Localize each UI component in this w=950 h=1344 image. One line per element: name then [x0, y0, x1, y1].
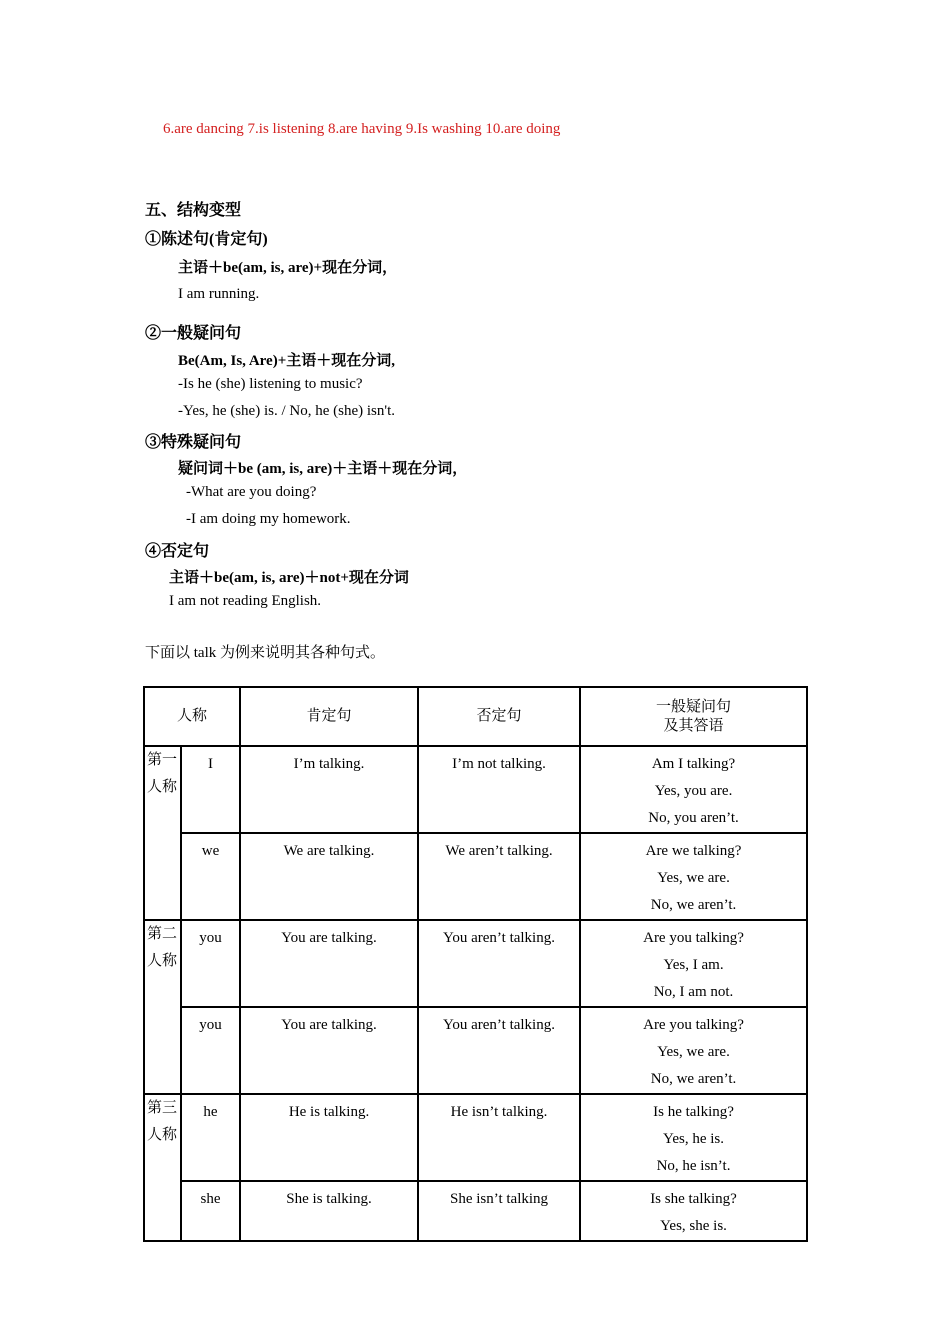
structure-formula-negative: 主语＋be(am, is, are)＋not+现在分词 [169, 570, 409, 586]
group-label-line: 第三 [147, 1100, 178, 1116]
question-cell [581, 747, 806, 834]
table-row [145, 1095, 806, 1182]
header-affirmative: 肯定句 [241, 688, 419, 747]
header-negative: 否定句 [419, 688, 581, 747]
pronoun-cell: he [182, 1095, 241, 1182]
group-label-line: 人称 [147, 779, 178, 795]
group-label-line: 第一 [147, 752, 178, 768]
table-row [145, 921, 806, 1008]
affirmative-cell: You are talking. [241, 1008, 419, 1095]
pronoun-cell: you [182, 921, 241, 1008]
answer-no: No, we aren’t. [650, 1071, 737, 1087]
table-intro: 下面以 talk 为例来说明其各种句式。 [145, 645, 385, 661]
negative-cell: I’m not talking. [419, 747, 581, 834]
structure-example: I am not reading English. [169, 593, 322, 609]
structure-example: -What are you doing? [186, 484, 317, 500]
affirmative-cell: She is talking. [241, 1182, 419, 1240]
header-question-line1: 一般疑问句 [656, 698, 732, 715]
table-header-row [145, 688, 806, 747]
table-row [145, 1008, 806, 1095]
answer-yes: Yes, we are. [657, 870, 730, 886]
structure-title-negative: ④否定句 [145, 543, 210, 560]
group-label-line: 人称 [147, 1127, 178, 1143]
structure-title-special-question: ③特殊疑问句 [145, 434, 242, 451]
group-label-third-person [145, 1095, 182, 1240]
table-row [145, 747, 806, 834]
answer-no: No, I am not. [653, 984, 734, 1000]
pronoun-cell: we [182, 834, 241, 921]
negative-cell: She isn’t talking [419, 1182, 581, 1240]
question-cell [581, 834, 806, 921]
header-question-line2: 及其答语 [663, 717, 724, 734]
structure-example: -Yes, he (she) is. / No, he (she) isn't. [178, 403, 395, 419]
group-label-line: 人称 [147, 953, 178, 969]
structure-formula-general-question: Be(Am, Is, Are)+主语＋现在分词, [178, 353, 396, 369]
answer-no: No, we aren’t. [650, 897, 737, 913]
structure-example: I am running. [178, 286, 260, 302]
pronoun-cell: I [182, 747, 241, 834]
answer-no: No, you aren’t. [648, 810, 739, 826]
question-text: Are you talking? [643, 930, 744, 946]
question-text: Is she talking? [650, 1191, 737, 1207]
section-title: 五、结构变型 [145, 202, 242, 219]
answer-no: No, he isn’t. [656, 1158, 731, 1174]
table-row [145, 834, 806, 921]
answer-key-line: 6.are dancing 7.is listening 8.are having 9.Is washing 10.are doing [163, 121, 561, 137]
header-question [581, 688, 806, 747]
answer-yes: Yes, you are. [654, 783, 733, 799]
negative-cell: He isn’t talking. [419, 1095, 581, 1182]
question-text: Are we talking? [645, 843, 742, 859]
affirmative-cell: He is talking. [241, 1095, 419, 1182]
structure-title-statement: ①陈述句(肯定句) [145, 231, 268, 248]
question-cell [581, 1008, 806, 1095]
group-label-line: 第二 [147, 926, 178, 942]
affirmative-cell: We are talking. [241, 834, 419, 921]
header-person: 人称 [145, 688, 241, 747]
structure-formula-special-question: 疑问词＋be (am, is, are)＋主语＋现在分词， [178, 461, 468, 477]
affirmative-cell: I’m talking. [241, 747, 419, 834]
group-label-first-person [145, 747, 182, 921]
conjugation-table [143, 686, 808, 1242]
affirmative-cell: You are talking. [241, 921, 419, 1008]
structure-example: -I am doing my homework. [186, 511, 351, 527]
question-cell [581, 1182, 806, 1240]
structure-formula-statement: 主语＋be(am, is, are)+现在分词， [178, 260, 398, 276]
answer-yes: Yes, he is. [663, 1131, 725, 1147]
question-cell [581, 1095, 806, 1182]
question-text: Am I talking? [651, 756, 736, 772]
structure-title-general-question: ②一般疑问句 [145, 325, 242, 342]
question-cell [581, 921, 806, 1008]
question-text: Are you talking? [643, 1017, 744, 1033]
answer-yes: Yes, she is. [660, 1218, 727, 1234]
negative-cell: You aren’t talking. [419, 1008, 581, 1095]
structure-example: -Is he (she) listening to music? [178, 376, 363, 392]
pronoun-cell: she [182, 1182, 241, 1240]
group-label-second-person [145, 921, 182, 1095]
answer-yes: Yes, I am. [663, 957, 724, 973]
answer-yes: Yes, we are. [657, 1044, 730, 1060]
pronoun-cell: you [182, 1008, 241, 1095]
negative-cell: We aren’t talking. [419, 834, 581, 921]
negative-cell: You aren’t talking. [419, 921, 581, 1008]
question-text: Is he talking? [653, 1104, 734, 1120]
table-row [145, 1182, 806, 1240]
